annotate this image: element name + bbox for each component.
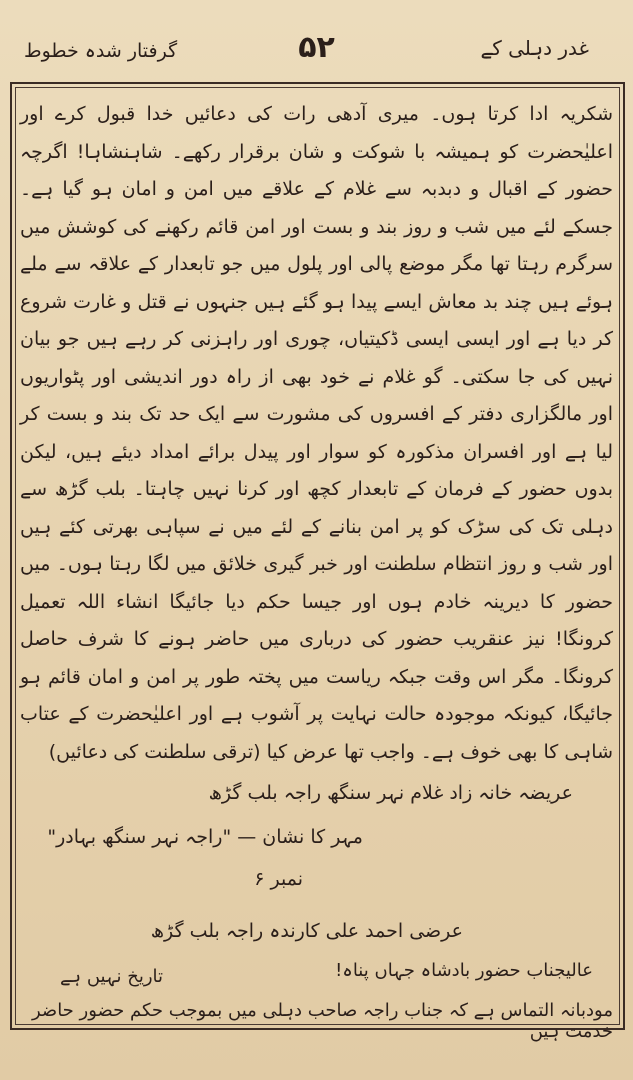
header-book-title: غدر دہلی کے [480,36,589,60]
closing-line: مودبانہ التماس ہے کہ جناب راجہ صاحب دہلی میں بموجب حکم حضور حاضر خدمت ہیں [31,1000,613,1042]
signature-line: عریضہ خانہ زاد غلام نہر سنگھ راجہ بلب گڑھ [208,782,573,804]
petition-title: عرضی احمد علی کارندہ راجہ بلب گڑھ [150,920,463,942]
seal-line: مہر کا نشان — "راجہ نہر سنگھ بہادر" [47,826,363,848]
letter-paragraph: شکریہ ادا کرتا ہوں۔ میری آدھی رات کی دعائیں خدا قبول کرے اور اعلیٰحضرت کو ہمیشہ با شوکت و شان برقرار رکھے۔ شاہنشاہا! اگرچہ حضور کے اقبال و دبدبہ سے غلام کے علاقے میں امن و امان ہو گیا ہے۔ جسکے لئے میں شب و روز بند و بست اور امن قائم رکھنے کی کوشش میں سرگرم رہتا تھا مگر موضع پالی اور پلول میں جو تابعدار کے علاقہ سے ملے ہوئے ہیں چند بد معاش ایسے پیدا ہو گئے ہیں جنہوں نے قتل و غارت شروع کر دیا ہے اور ایسی ایسی ڈکیتیاں، چوری اور راہزنی کر رہے ہیں جو بیان نہیں کی جا سکتی۔ گو غلام نے خود بھی از راہ دور اندیشی اور پٹواریوں اور مالگزاری دفتر کے افسروں کی مشورت سے ایک حد تک بند و بست کر لیا ہے اور افسران مذکورہ کو سوار اور پیدل برائے امداد دیئے ہیں، لیکن بدوں حضور کے فرمان کے تابعدار کچھ اور کرنا نہیں چاہتا۔ بلب گڑھ سے دہلی تک کی سڑک کو پر امن بنانے کے لئے میں نے سپاہی بھرتی کئے ہیں اور شب و روز انتظام سلطنت اور خبر گیری خلائق میں لگا رہتا ہوں۔ میں حضور کا دیرینہ خادم ہوں اور جیسا حکم دیا جائیگا انشاء اللہ تعمیل کرونگا! نیز عنقریب حضور کی درباری میں حاضر ہونے کا شرف حاصل کرونگا۔ مگر اس وقت جبکہ ریاست میں پختہ طور پر امن و امان قائم ہو جائیگا، کیونکہ موجودہ حالت نہایت پر آشوب ہے اور اعلیٰحضرت کے عتاب شاہی کا بھی خوف ہے۔ واجب تھا عرض کیا (ترقی سلطنت کی دعائیں) [20,103,613,763]
date-note: تاریخ نہیں ہے [60,966,164,987]
page-number: ۵۲ [298,30,335,65]
item-number: نمبر ۶ [254,868,303,890]
header-chapter-title: گرفتار شدہ خطوط [24,40,178,62]
page-header [14,30,619,70]
letter-body [20,96,613,836]
salutation: عالیجناب حضور بادشاہ جہاں پناہ! [335,960,593,981]
